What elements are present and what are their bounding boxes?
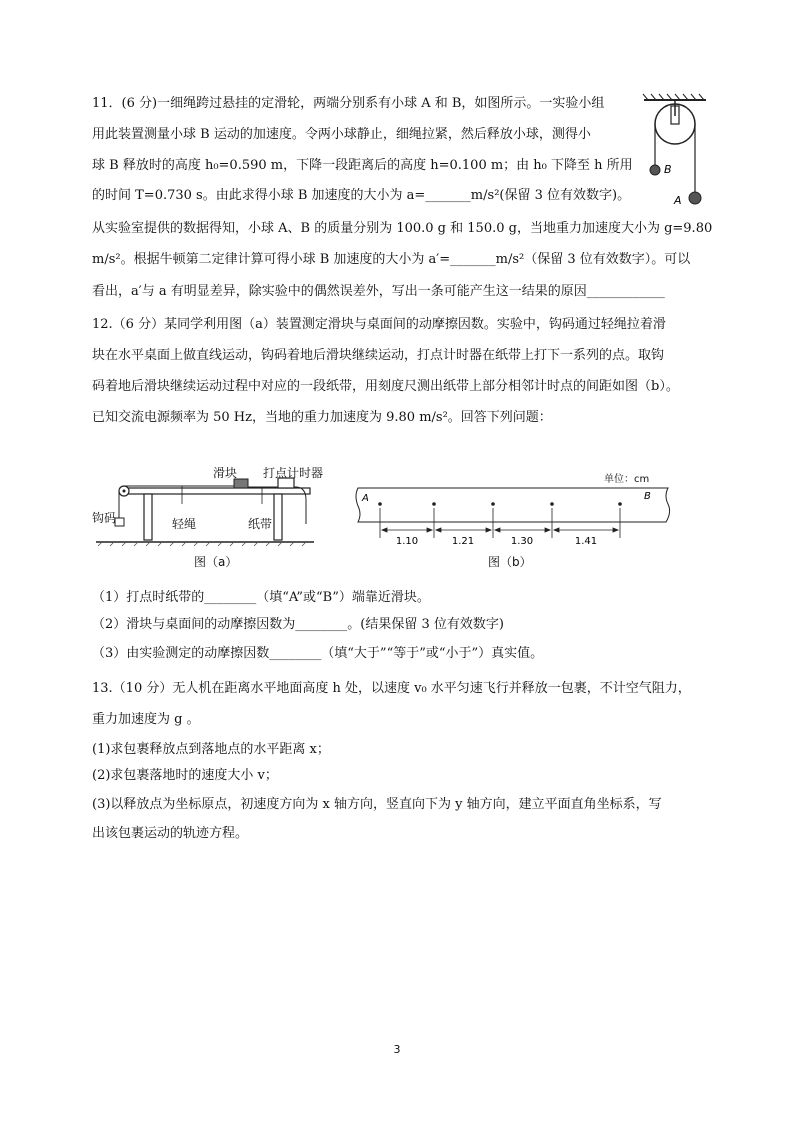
tape-dot xyxy=(378,502,382,506)
caption-figure-a: 图（a） xyxy=(194,555,238,569)
q11-line-5: 从实验室提供的数据得知，小球 A、B 的质量分别为 100.0 g 和 150.0 g，当地重力加速度大小为 g=9.80 xyxy=(92,221,713,236)
ball-a-label: A xyxy=(674,194,682,207)
spacing-label: 1.41 xyxy=(574,536,598,547)
q13-line-4: (2)求包裹落地时的速度大小 v； xyxy=(92,768,278,783)
q13-line-1: 13.（10 分）无人机在距离水平地面高度 h 处，以速度 v₀ 水平匀速飞行并释放一包裹，不计空气阻力， xyxy=(92,681,691,696)
q12-sub-3: （3）由实验测定的动摩擦因数________（填“大于”“等于”或“小于”）真实值。 xyxy=(92,646,544,661)
q13-line-3: (1)求包裹释放点到落地点的水平距离 x； xyxy=(92,742,330,757)
pulley-figure xyxy=(640,92,710,212)
figure-b-tape xyxy=(352,478,672,550)
q12-sub-2: （2）滑块与桌面间的动摩擦因数为________。(结果保留 3 位有效数字) xyxy=(92,617,504,632)
tape-dot xyxy=(550,502,554,506)
tape-unit: 单位：cm xyxy=(604,474,650,485)
q13-line-6: 出该包裹运动的轨迹方程。 xyxy=(92,826,249,841)
label-tape: 纸带 xyxy=(248,517,273,531)
tape-dot xyxy=(432,502,436,506)
tape-dot xyxy=(618,502,622,506)
q12-line-1: 12.（6 分）某同学利用图（a）装置测定滑块与桌面间的动摩擦因数。实验中，钩码通过轻绳拉着滑 xyxy=(92,317,666,332)
q11-line-1: 11．(6 分)一细绳跨过悬挂的定滑轮，两端分别系有小球 A 和 B，如图所示。一实验小组 xyxy=(92,96,605,111)
label-weight-text: 钩码 xyxy=(92,511,117,525)
ball-b-label: B xyxy=(664,163,672,176)
page-number: 3 xyxy=(393,1043,401,1056)
tape-dot xyxy=(491,502,495,506)
q12-line-2: 块在水平桌面上做直线运动，钩码着地后滑块继续运动，打点计时器在纸带上打下一系列的点。取钩 xyxy=(92,348,665,363)
q12-line-3: 码着地后滑块继续运动过程中对应的一段纸带，用刻度尺测出纸带上部分相邻计时点的间距如图（b）。 xyxy=(92,379,679,394)
q13-line-2: 重力加速度为 g 。 xyxy=(92,712,200,727)
tape-end-a: A xyxy=(362,493,369,504)
label-rope: 轻绳 xyxy=(172,517,197,531)
spacing-label: 1.30 xyxy=(510,536,534,547)
q11-line-6: m/s²。根据牛顿第二定律计算可得小球 B 加速度的大小为 a′=_______m/s²（保留 3 位有效数字）。可以 xyxy=(92,252,691,267)
spacing-label: 1.21 xyxy=(451,536,475,547)
q11-line-2: 用此装置测量小球 B 运动的加速度。令两小球静止，细绳拉紧，然后释放小球，测得小 xyxy=(92,127,591,142)
caption-figure-b: 图（b） xyxy=(488,555,532,569)
q13-line-5: (3)以释放点为坐标原点，初速度方向为 x 轴方向，竖直向下为 y 轴方向，建立平面直角坐标系，写 xyxy=(92,797,662,812)
q11-line-3: 球 B 释放时的高度 h₀=0.590 m，下降一段距离后的高度 h=0.100 m；由 h₀ 下降至 h 所用 xyxy=(92,158,633,173)
q12-line-4: 已知交流电源频率为 50 Hz，当地的重力加速度为 9.80 m/s²。回答下列问题： xyxy=(92,410,552,425)
spacing-label: 1.10 xyxy=(395,536,419,547)
q12-sub-1: （1）打点时纸带的________（填“A”或“B”）端靠近滑块。 xyxy=(92,590,430,605)
q11-line-4: 的时间 T=0.730 s。由此求得小球 B 加速度的大小为 a=_______m/s²(保留 3 位有效数字)。 xyxy=(92,188,631,203)
q11-line-7: 看出，a′与 a 有明显差异，除实验中的偶然误差外，写出一条可能产生这一结果的原因____________ xyxy=(92,284,665,299)
tape-end-b: B xyxy=(644,491,651,502)
label-slider: 滑块 xyxy=(213,466,238,480)
label-timer: 打点计时器 xyxy=(263,466,324,480)
